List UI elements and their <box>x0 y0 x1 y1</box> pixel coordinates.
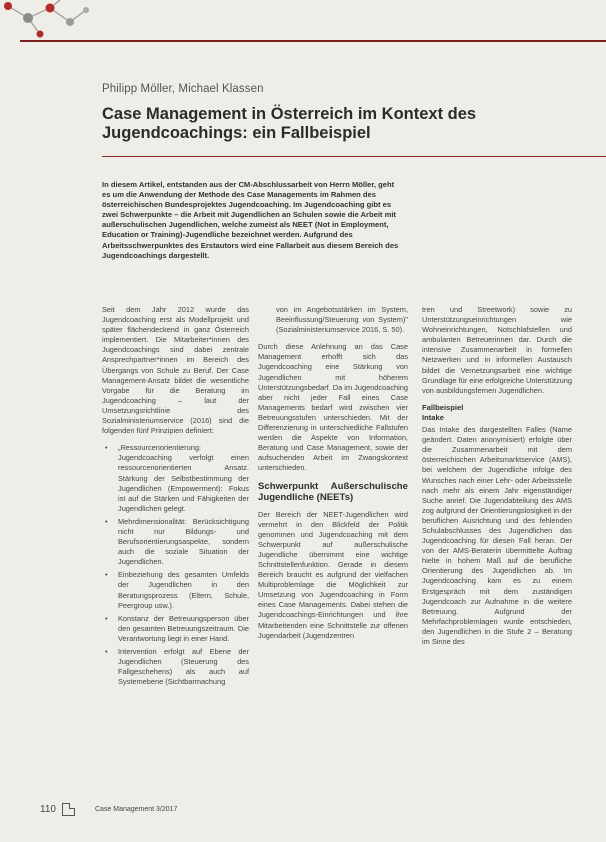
body-paragraph: tren und Streetwork) sowie zu Unterstützungseinrichtungen wie Wohneinrichtungen, Notschlafstellen und ambulanten Betreuerinnen dar. Durch die intensive Zusammenarbeit in formellen Netzwerken und in informellen Austausch bildet die Vernetzungsarbeit eine wichtige Grundlage für eine erfolgreiche Unterstützung von ausbildungsfernen Jugendlichen. <box>422 305 572 395</box>
molecule-network-icon <box>0 0 92 40</box>
body-paragraph: Der Bereich der NEET-Jugendlichen wird vermehrt in den Blickfeld der Politik genommen und Jugendcoaching mit dem Schwerpunkt auf außerschulische Jugendliche übernimmt eine wichtige Schnittstellenfunktion. Gerade in diesem Bereich braucht es aufgrund der vielfachen Multiproblemlage die Möglichkeit zur Umsetzung von Jugendcoaching in Form eines Case Managements. Dabei stehen die Jugendcoachings-Einrichtungen und ihre Mitarbeitenden eine Schnittstelle zur offenen Jugendarbeit (Jugendzentren <box>258 509 408 640</box>
subsection-heading: Intake <box>422 412 444 422</box>
page-corner-icon <box>62 803 75 816</box>
abstract: In diesem Artikel, entstanden aus der CM-Abschlussarbeit von Herrn Möller, geht es um die Anwendung der Methode des Case Managements im Rahmen des österreichischen Bundesprojektes Jugendcoaching. Im Jugendcoaching gibt es zwei Schwerpunkte – die Arbeit mit Jugendlichen an Schulen sowie die Arbeit mit außerschulischen Jugendlichen, welche zumeist als NEET (Not in Employment, Education or Training)-Jugendliche bezeichnet werden. Aufgrund des Arbeitsschwerpunktes des Erstautors wird eine Fallarbeit aus diesem Bereich des Jugendcoachings dargestellt. <box>102 180 399 260</box>
section-heading: Fallbeispiel <box>422 402 464 412</box>
column-2 <box>258 305 408 648</box>
column-1 <box>102 305 249 690</box>
list-item: • „Ressourcenorientierung: Jugendcoaching verfolgt einen ressourcenorientierten Ansatz. Stärkung der Selbstbestimmung der Jugendlichen (Empowerment): Fokus ist auf die Stärken und Fähigkeiten der Jugendlichen gelegt. <box>118 443 249 514</box>
body-paragraph: Durch diese Anlehnung an das Case Management erhofft sich das Jugendcoaching eine Stärkung von Jugendlichen mit höherem Unterstützungsbedarf. Da im Jugendcoaching aber nicht jeder Fall eines Case Managements bedarf wird zwischen vier Betreuungsstufen unterschieden. Mit der Differenzierung in unterschiedliche Fallstufen werden die Aspekte von Information, Beratung und Case Management, sowie der aufsuchenden Arbeit im Zwangskontext unterschieden. <box>258 342 408 473</box>
list-item: • Einbeziehung des gesamten Umfelds der Jugendlichen in den Beratungsprozess (Eltern, Schule, Peergroup usw.). <box>118 570 249 610</box>
title-rule <box>102 156 606 157</box>
list-item: • Intervention erfolgt auf Ebene der Jugendlichen (Steuerung des Fallgeschehens) als auch auf Systemebene (Sichtbarmachung <box>118 647 249 687</box>
quote-continuation: von im Angebotsstärken im System, Beeinflussung/Steuerung von System)" (Sozialministeriumservice 2016, S. 50). <box>276 305 408 335</box>
authors: Philipp Möller, Michael Klassen <box>102 83 264 95</box>
list-item: • Mehrdimensionalität: Berücksichtigung nicht nur Bildungs- und Berufsorientierungsaspekte, sondern auch die soziale Situation der Jugendlichen. <box>118 517 249 567</box>
principles-list <box>102 443 249 687</box>
body-paragraph: Das Intake des dargestellten Falles (Name geändert. Daten anonymisiert) erfolgte über die Zusammenarbeit mit dem österreichischen Arbeitsmarktservice (AMS), bei welchem der Jugendliche infolge des Wunsches nach einer Lehr- oder Arbeitsstelle nach mehr als einem Jahr eigenständiger Suche anrief. Die Jugendabteilung des AMS zog aufgrund der Orientierungslosigkeit in der beruflichen Ausrichtung und des fehlenden Schulabschlusses des Jugendlichen das Jugendcoaching für diesen Fall heran. Der von der AMS-Beraterin übermittelte Auftrag hielte in hohem Maß auf die berufliche Orientierung des Jugendlichen ab. Im Jugendcoaching kam es zu einem Erstgespräch mit dem zuständigen Jugendcoach zur Aufnahme in die weitere Betreuung. Aufgrund der Mehrfachproblemlagen wurde entschieden, den Jugendlichen in die Stufe 2 – Beratung im Sinne des <box>422 425 572 646</box>
header-rule <box>20 40 606 42</box>
page-footer <box>40 803 177 816</box>
article-title: Case Management in Österreich im Kontext des Jugendcoachings: ein Fallbeispiel <box>102 105 477 142</box>
intro-paragraph: Seit dem Jahr 2012 wurde das Jugendcoaching erst als Modellprojekt und später flächendeckend in ganz Österreich implementiert. Die Mitarbeiter*innen des Jugendcoachings sind dabei zentrale Ansprechpartner*innen im Bereich des Übergangs von Schule zu Beruf. Der Case Management-Ansatz bildet die wesentliche Vorgabe für die Beratung im Jugendcoaching – laut der Umsetzungsrichtlinie des Sozialministeriumservice (2016) sind die folgenden fünf Prinzipien definiert: <box>102 305 249 436</box>
journal-name: Case Management 3/2017 <box>94 806 178 813</box>
list-item: • Konstanz der Betreuungsperson über den gesamten Betreuungszeitraum. Die Verantwortung liegt in einer Hand. <box>118 614 249 644</box>
page-number: 110 <box>40 804 56 815</box>
section-heading: Schwerpunkt Außerschulische Jugendliche (NEETs) <box>258 480 408 503</box>
column-3 <box>422 305 572 654</box>
